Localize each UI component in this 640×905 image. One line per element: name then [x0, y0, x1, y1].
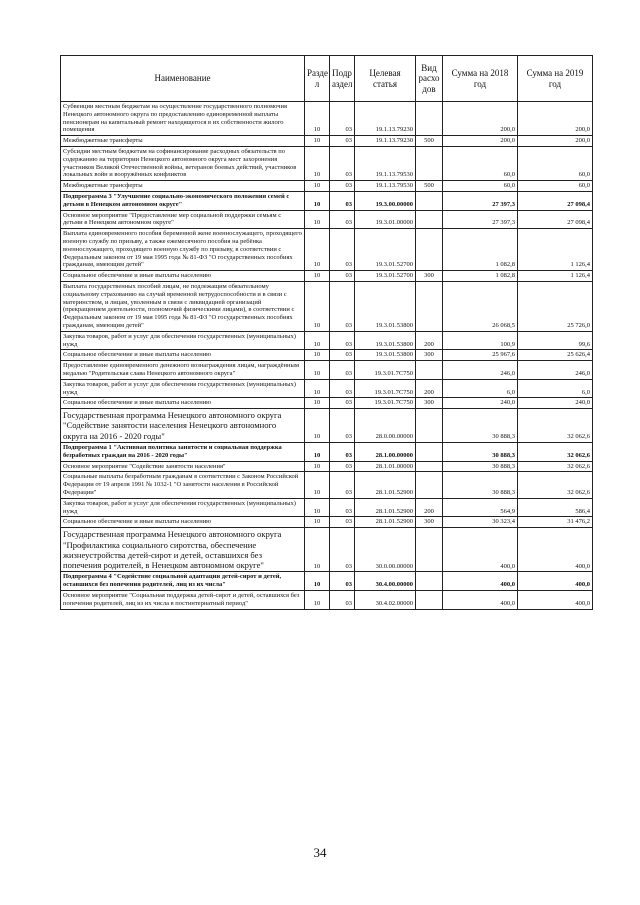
- cell-sum2018: 564,9: [443, 498, 518, 517]
- cell-vid: [416, 229, 443, 271]
- cell-razdel: 10: [305, 379, 330, 398]
- cell-name: Субсидии местным бюджетам на софинансирование расходных обязательств по содержанию на территории Ненецкого автономного округа мест захоронения участников Великой Отечественной войны, ветеранов боевых действий, участников локальных войн и вооружённых конфликтов: [61, 146, 305, 180]
- cell-sum2018: 27 397,3: [443, 210, 518, 229]
- cell-vid: [416, 572, 443, 591]
- cell-sum2019: 25 726,0: [518, 281, 593, 331]
- header-sum2019: Сумма на 2019 год: [518, 56, 593, 102]
- cell-name: Социальное обеспечение и иные выплаты населению: [61, 350, 305, 361]
- table-row: [61, 281, 593, 331]
- cell-vid: [416, 191, 443, 210]
- cell-vid: 300: [416, 517, 443, 528]
- cell-target: 19.3.01.53800: [355, 350, 416, 361]
- cell-vid: [416, 281, 443, 331]
- cell-sum2019: 32 062,6: [518, 472, 593, 498]
- cell-vid: [416, 443, 443, 462]
- cell-vid: [416, 591, 443, 610]
- cell-name: Межбюджетные трансферты: [61, 136, 305, 147]
- cell-name: Субвенции местным бюджетам на осуществление государственного полномочия Ненецкого автономного округа по предоставлению единовременной выплаты пенсионерам на капитальный ремонт находящегося в их собственности жилого помещения: [61, 102, 305, 136]
- cell-razdel: 10: [305, 271, 330, 282]
- cell-vid: 300: [416, 398, 443, 409]
- cell-target: 19.1.13.79530: [355, 146, 416, 180]
- cell-target: 19.3.01.52700: [355, 229, 416, 271]
- cell-vid: 500: [416, 181, 443, 192]
- cell-target: 28.1.00.00000: [355, 443, 416, 462]
- cell-sum2019: 32 062,6: [518, 409, 593, 443]
- header-podrazdel: Подр аздел: [330, 56, 355, 102]
- cell-name: Предоставление единовременного денежного вознаграждения лицам, награждённым медалью "Родительская слава Ненецкого автономного округа": [61, 361, 305, 380]
- cell-podrazdel: 03: [330, 136, 355, 147]
- cell-razdel: 10: [305, 146, 330, 180]
- cell-sum2018: 246,0: [443, 361, 518, 380]
- document-page: [60, 55, 592, 610]
- cell-name: Основное мероприятие "Содействие занятости населения": [61, 461, 305, 472]
- cell-name: Социальное обеспечение и иные выплаты населению: [61, 398, 305, 409]
- cell-target: 19.1.13.79230: [355, 136, 416, 147]
- cell-target: 19.3.01.00000: [355, 210, 416, 229]
- cell-razdel: 10: [305, 517, 330, 528]
- page-number: 34: [313, 845, 327, 860]
- cell-sum2018: 400,0: [443, 591, 518, 610]
- table-row: [61, 498, 593, 517]
- cell-name: Выплата государственных пособий лицам, не подлежащим обязательному социальному страхованию на случай временной нетрудоспособности и в связи с материнством, и лицам, уволенным в связи с ликвидацией организаций (прекращением деятельности, полномочий физическими лицами), в соответствии с Федеральным законом от 19 мая 1995 года № 81-ФЗ "О государственных пособиях гражданам, имеющим детей": [61, 281, 305, 331]
- cell-name: Закупка товаров, работ и услуг для обеспечения государственных (муниципальных) нужд: [61, 331, 305, 350]
- cell-target: 19.3.01.7C750: [355, 379, 416, 398]
- cell-sum2018: 30 888,3: [443, 472, 518, 498]
- cell-sum2019: 246,0: [518, 361, 593, 380]
- cell-vid: 200: [416, 331, 443, 350]
- cell-sum2018: 30 888,3: [443, 461, 518, 472]
- cell-name: Основное мероприятие "Предоставление мер социальной поддержки семьям с детьми в Ненецком автономном округе": [61, 210, 305, 229]
- cell-sum2018: 26 068,5: [443, 281, 518, 331]
- cell-sum2019: 586,4: [518, 498, 593, 517]
- cell-sum2018: 200,0: [443, 136, 518, 147]
- cell-target: 19.3.01.7C750: [355, 398, 416, 409]
- cell-sum2019: 31 476,2: [518, 517, 593, 528]
- cell-vid: [416, 409, 443, 443]
- cell-podrazdel: 03: [330, 229, 355, 271]
- cell-sum2018: 400,0: [443, 572, 518, 591]
- cell-podrazdel: 03: [330, 361, 355, 380]
- cell-sum2019: 240,0: [518, 398, 593, 409]
- cell-vid: 500: [416, 136, 443, 147]
- cell-name: Социальное обеспечение и иные выплаты населению: [61, 271, 305, 282]
- cell-sum2018: 25 967,6: [443, 350, 518, 361]
- table-row: [61, 517, 593, 528]
- table-row: [61, 271, 593, 282]
- cell-sum2019: 60,0: [518, 146, 593, 180]
- cell-podrazdel: 03: [330, 461, 355, 472]
- cell-sum2018: 30 888,3: [443, 443, 518, 462]
- table-row: [61, 443, 593, 462]
- cell-name: Подпрограмма 1 "Активная политика занятости и социальная поддержка безработных граждан на 2016 - 2020 годы": [61, 443, 305, 462]
- cell-target: 19.3.01.7C750: [355, 361, 416, 380]
- cell-razdel: 10: [305, 498, 330, 517]
- cell-target: 30.4.00.00000: [355, 572, 416, 591]
- cell-sum2019: 60,0: [518, 181, 593, 192]
- table-row: [61, 102, 593, 136]
- cell-name: Подпрограмма 4 "Содействие социальной адаптации детей-сирот и детей, оставшихся без попечения родителей, лиц из их числа": [61, 572, 305, 591]
- cell-razdel: 10: [305, 409, 330, 443]
- cell-razdel: 10: [305, 181, 330, 192]
- table-row: [61, 136, 593, 147]
- cell-sum2019: 1 126,4: [518, 271, 593, 282]
- cell-podrazdel: 03: [330, 409, 355, 443]
- cell-sum2019: 27 098,4: [518, 191, 593, 210]
- cell-sum2019: 400,0: [518, 572, 593, 591]
- cell-vid: 200: [416, 379, 443, 398]
- table-row: [61, 528, 593, 572]
- cell-name: Подпрограмма 3 "Улучшение социально-экономического положения семей с детьми в Ненецком автономном округе": [61, 191, 305, 210]
- cell-sum2018: 60,0: [443, 181, 518, 192]
- cell-razdel: 10: [305, 572, 330, 591]
- cell-podrazdel: 03: [330, 281, 355, 331]
- cell-target: 19.3.01.53800: [355, 331, 416, 350]
- cell-name: Социальное обеспечение и иные выплаты населению: [61, 517, 305, 528]
- budget-table: [60, 55, 593, 610]
- cell-sum2018: 60,0: [443, 146, 518, 180]
- table-row: [61, 398, 593, 409]
- cell-target: 19.3.01.52700: [355, 271, 416, 282]
- header-vid: Вид расхо дов: [416, 56, 443, 102]
- cell-sum2018: 27 397,3: [443, 191, 518, 210]
- cell-podrazdel: 03: [330, 472, 355, 498]
- table-row: [61, 181, 593, 192]
- cell-razdel: 10: [305, 461, 330, 472]
- cell-sum2018: 1 082,8: [443, 229, 518, 271]
- cell-razdel: 10: [305, 443, 330, 462]
- cell-sum2019: 400,0: [518, 591, 593, 610]
- cell-target: 28.1.01.52900: [355, 498, 416, 517]
- cell-podrazdel: 03: [330, 210, 355, 229]
- cell-razdel: 10: [305, 210, 330, 229]
- cell-sum2019: 32 062,6: [518, 443, 593, 462]
- table-row: [61, 379, 593, 398]
- table-row: [61, 361, 593, 380]
- cell-podrazdel: 03: [330, 572, 355, 591]
- header-name: Наименование: [61, 56, 305, 102]
- cell-sum2019: 27 098,4: [518, 210, 593, 229]
- cell-podrazdel: 03: [330, 181, 355, 192]
- header-target: Целевая статья: [355, 56, 416, 102]
- cell-sum2018: 200,0: [443, 102, 518, 136]
- cell-sum2018: 30 323,4: [443, 517, 518, 528]
- cell-name: Государственная программа Ненецкого автономного округа "Содействие занятости населения Ненецкого автономного округа на 2016 - 2020 годы": [61, 409, 305, 443]
- cell-podrazdel: 03: [330, 331, 355, 350]
- cell-target: 19.1.13.79530: [355, 181, 416, 192]
- table-row: [61, 472, 593, 498]
- cell-target: 19.1.13.79230: [355, 102, 416, 136]
- header-razdel: Разде л: [305, 56, 330, 102]
- cell-name: Социальные выплаты безработным гражданам в соответствии с Законом Российской Федерации от 19 апреля 1991 № 1032-1 "О занятости населения в Российской Федерации": [61, 472, 305, 498]
- cell-podrazdel: 03: [330, 191, 355, 210]
- cell-podrazdel: 03: [330, 146, 355, 180]
- cell-target: 30.0.00.00000: [355, 528, 416, 572]
- cell-target: 30.4.02.00000: [355, 591, 416, 610]
- cell-sum2018: 30 888,3: [443, 409, 518, 443]
- cell-vid: [416, 461, 443, 472]
- cell-name: Закупка товаров, работ и услуг для обеспечения государственных (муниципальных) нужд: [61, 379, 305, 398]
- cell-razdel: 10: [305, 591, 330, 610]
- cell-sum2018: 400,0: [443, 528, 518, 572]
- cell-sum2019: 200,0: [518, 136, 593, 147]
- cell-podrazdel: 03: [330, 398, 355, 409]
- cell-razdel: 10: [305, 361, 330, 380]
- cell-vid: [416, 102, 443, 136]
- table-row: [61, 229, 593, 271]
- table-header-row: [61, 56, 593, 102]
- cell-sum2018: 240,0: [443, 398, 518, 409]
- cell-razdel: 10: [305, 229, 330, 271]
- cell-name: Межбюджетные трансферты: [61, 181, 305, 192]
- table-row: [61, 572, 593, 591]
- cell-target: 28.1.01.52900: [355, 517, 416, 528]
- cell-razdel: 10: [305, 102, 330, 136]
- cell-razdel: 10: [305, 472, 330, 498]
- table-row: [61, 461, 593, 472]
- cell-vid: [416, 146, 443, 180]
- cell-sum2019: 200,0: [518, 102, 593, 136]
- cell-vid: [416, 472, 443, 498]
- cell-vid: [416, 361, 443, 380]
- table-row: [61, 350, 593, 361]
- cell-razdel: 10: [305, 398, 330, 409]
- cell-razdel: 10: [305, 191, 330, 210]
- cell-vid: [416, 528, 443, 572]
- cell-name: Выплата единовременного пособия беременной жене военнослужащего, проходящего военную службу по призыву, а также ежемесячного пособия на ребёнка военнослужащего, проходящего военную службу по призыву, в соответствии с Федеральным законом от 19 мая 1995 года № 81-ФЗ "О государственных пособиях гражданам, имеющим детей": [61, 229, 305, 271]
- cell-target: 28.1.01.00000: [355, 461, 416, 472]
- cell-sum2019: 400,0: [518, 528, 593, 572]
- cell-target: 28.1.01.52900: [355, 472, 416, 498]
- cell-sum2018: 6,0: [443, 379, 518, 398]
- cell-podrazdel: 03: [330, 517, 355, 528]
- cell-target: 19.3.01.53800: [355, 281, 416, 331]
- cell-podrazdel: 03: [330, 443, 355, 462]
- header-sum2018: Сумма на 2018 год: [443, 56, 518, 102]
- cell-vid: 300: [416, 350, 443, 361]
- cell-podrazdel: 03: [330, 528, 355, 572]
- cell-sum2019: 1 126,4: [518, 229, 593, 271]
- table-row: [61, 210, 593, 229]
- cell-vid: [416, 210, 443, 229]
- cell-vid: 200: [416, 498, 443, 517]
- cell-target: 19.3.00.00000: [355, 191, 416, 210]
- cell-razdel: 10: [305, 350, 330, 361]
- cell-podrazdel: 03: [330, 350, 355, 361]
- cell-podrazdel: 03: [330, 271, 355, 282]
- cell-sum2019: 32 062,6: [518, 461, 593, 472]
- table-row: [61, 591, 593, 610]
- table-row: [61, 191, 593, 210]
- cell-sum2019: 6,0: [518, 379, 593, 398]
- cell-name: Основное мероприятие "Социальная поддержка детей-сирот и детей, оставшихся без попечения родителей, лиц из их числа в постинтернатный период": [61, 591, 305, 610]
- table-row: [61, 146, 593, 180]
- cell-sum2019: 25 626,4: [518, 350, 593, 361]
- cell-podrazdel: 03: [330, 379, 355, 398]
- cell-target: 28.0.00.00000: [355, 409, 416, 443]
- cell-sum2018: 1 082,8: [443, 271, 518, 282]
- cell-podrazdel: 03: [330, 102, 355, 136]
- cell-podrazdel: 03: [330, 591, 355, 610]
- cell-razdel: 10: [305, 528, 330, 572]
- cell-sum2018: 100,9: [443, 331, 518, 350]
- cell-name: Закупка товаров, работ и услуг для обеспечения государственных (муниципальных) нужд: [61, 498, 305, 517]
- cell-podrazdel: 03: [330, 498, 355, 517]
- cell-name: Государственная программа Ненецкого автономного округа "Профилактика социального сиротства, обеспечение жизнеустройства детей-сирот и детей, оставшихся без попечения родителей, в Ненецком автономном округе": [61, 528, 305, 572]
- cell-sum2019: 99,6: [518, 331, 593, 350]
- cell-vid: 300: [416, 271, 443, 282]
- cell-razdel: 10: [305, 281, 330, 331]
- cell-razdel: 10: [305, 136, 330, 147]
- table-row: [61, 409, 593, 443]
- table-row: [61, 331, 593, 350]
- cell-razdel: 10: [305, 331, 330, 350]
